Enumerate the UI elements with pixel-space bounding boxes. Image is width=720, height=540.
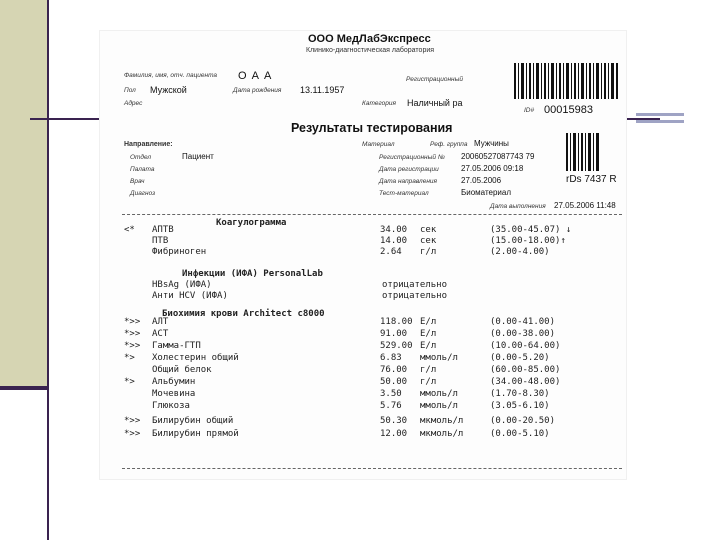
lab-subtitle: Клинико-диагностическая лаборатория <box>306 47 435 54</box>
result-flag: *>> <box>124 341 141 351</box>
table-bottom-border <box>122 468 622 469</box>
test-name: Мочевина <box>152 389 196 399</box>
report-title: Результаты тестирования <box>291 121 453 135</box>
section-title-biochemistry: Биохимия крови Architect c8000 <box>162 309 325 319</box>
test-value: 118.00 <box>380 317 413 327</box>
result-flag: *>> <box>124 317 141 327</box>
barcode-top <box>514 63 620 99</box>
doctor-label: Врач <box>130 178 145 185</box>
dept-value: Пациент <box>182 152 214 161</box>
table-row <box>100 402 626 414</box>
test-unit: сек <box>420 236 437 246</box>
table-row <box>100 248 626 260</box>
slide-vertical-rule <box>47 0 49 540</box>
test-value: 2.64 <box>380 247 402 257</box>
sex-value: Мужской <box>150 85 187 95</box>
slide-accent-rule-bottom <box>636 120 684 123</box>
test-name: АЛТ <box>152 317 169 327</box>
test-name: Глюкоза <box>152 401 190 411</box>
test-name: Фибриноген <box>152 247 207 257</box>
sex-label: Пол <box>124 87 136 94</box>
reference-range: (0.00-38.00) <box>490 329 556 339</box>
reference-range: (2.00-4.00) <box>490 247 550 257</box>
material-label: Материал <box>362 141 395 148</box>
slide-left-rule <box>0 386 47 390</box>
test-unit: ммоль/л <box>420 353 458 363</box>
slide-left-panel <box>0 0 47 386</box>
lab-report-scan <box>100 31 626 479</box>
result-flag: *> <box>124 353 135 363</box>
diagnosis-label: Диагноз <box>130 190 156 197</box>
rs-value: rDs 7437 R <box>566 174 617 185</box>
test-value: 3.50 <box>380 389 402 399</box>
dob-value: 13.11.1957 <box>300 85 345 95</box>
test-value: 50.00 <box>380 377 408 387</box>
done-value: 27.05.2006 11:48 <box>554 201 616 210</box>
ref-group-value: Мужчины <box>474 139 509 148</box>
test-unit: мкмоль/л <box>420 416 464 426</box>
category-label: Категория <box>362 100 396 107</box>
regno-label: Регистрационный № <box>379 154 445 161</box>
test-value: 6.83 <box>380 353 402 363</box>
test-unit: Е/л <box>420 329 437 339</box>
test-name: Билирубин прямой <box>152 429 239 439</box>
test-name: АПТВ <box>152 225 174 235</box>
barcode-side <box>566 133 602 171</box>
result-flag: *>> <box>124 416 141 426</box>
test-unit: г/л <box>420 247 437 257</box>
regdate-value: 27.05.2006 09:18 <box>461 164 524 173</box>
reg-label: Регистрационный <box>406 76 464 83</box>
section-title-infections: Инфекции (ИФА) PersonalLab <box>182 269 323 279</box>
test-unit: г/л <box>420 377 437 387</box>
result-flag: *> <box>124 377 135 387</box>
test-unit: Е/л <box>420 341 437 351</box>
test-value: 34.00 <box>380 225 408 235</box>
test-unit: ммоль/л <box>420 389 458 399</box>
regno-value: 20060527087743 79 <box>461 152 535 161</box>
test-value: 5.76 <box>380 401 402 411</box>
table-row <box>100 292 626 304</box>
sentdate-value: 27.05.2006 <box>461 176 502 185</box>
category-value: Наличный ра <box>407 98 463 108</box>
test-unit: мкмоль/л <box>420 429 464 439</box>
reference-range: (0.00-41.00) <box>490 317 556 327</box>
id-label: ID# <box>524 107 535 114</box>
test-name: Альбумин <box>152 377 196 387</box>
test-name: ПТВ <box>152 236 169 246</box>
testmat-value: Биоматериал <box>461 188 511 197</box>
testmat-label: Тест-материал <box>379 190 429 197</box>
patient-name-value: О А А <box>238 70 273 82</box>
reference-range: (3.05-6.10) <box>490 401 550 411</box>
reference-range: (0.00-5.10) <box>490 429 550 439</box>
reference-range: (0.00-20.50) <box>490 416 556 426</box>
ward-label: Палата <box>130 166 155 173</box>
test-name: Билирубин общий <box>152 416 234 426</box>
test-name: АСТ <box>152 329 169 339</box>
test-unit: сек <box>420 225 437 235</box>
test-value: отрицательно <box>382 291 448 301</box>
test-name: Гамма-ГТП <box>152 341 201 351</box>
test-value: 12.00 <box>380 429 408 439</box>
done-label: Дата выполнения <box>490 203 546 210</box>
result-flag: <* <box>124 225 135 235</box>
reference-range: (10.00-64.00) <box>490 341 561 351</box>
table-row <box>100 430 626 442</box>
test-unit: Е/л <box>420 317 437 327</box>
test-name: Холестерин общий <box>152 353 239 363</box>
test-value: 91.00 <box>380 329 408 339</box>
reference-range: (34.00-48.00) <box>490 377 561 387</box>
result-flag: *>> <box>124 329 141 339</box>
regdate-label: Дата регистрации <box>379 166 439 173</box>
reference-range: (60.00-85.00) <box>490 365 561 375</box>
test-value: 14.00 <box>380 236 408 246</box>
dept-label: Отдел <box>130 154 152 161</box>
test-value: 50.30 <box>380 416 408 426</box>
test-value: 529.00 <box>380 341 413 351</box>
reference-range: (1.70-8.30) <box>490 389 550 399</box>
patient-name-label: Фамилия, имя, отч. пациента <box>124 72 218 79</box>
table-row <box>100 417 626 429</box>
test-name: Общий белок <box>152 365 212 375</box>
test-name: HBsAg (ИФА) <box>152 280 212 290</box>
ref-group-label: Реф. группа <box>430 141 468 148</box>
test-value: отрицательно <box>382 280 448 290</box>
reference-range: (0.00-5.20) <box>490 353 550 363</box>
reference-range: (15.00-18.00)↑ <box>490 236 566 246</box>
slide-accent-rule-top <box>636 113 684 116</box>
direction-label: Направление: <box>124 141 173 148</box>
address-label: Адрес <box>124 100 143 107</box>
table-top-border <box>122 214 622 215</box>
sentdate-label: Дата направления <box>379 178 438 185</box>
test-name: Анти HCV (ИФА) <box>152 291 228 301</box>
test-unit: ммоль/л <box>420 401 458 411</box>
section-title-coagulogram: Коагулограмма <box>216 218 287 228</box>
id-value: 00015983 <box>544 104 593 116</box>
result-flag: *>> <box>124 429 141 439</box>
test-value: 76.00 <box>380 365 408 375</box>
reference-range: (35.00-45.07) ↓ <box>490 225 572 235</box>
company-name: ООО МедЛабЭкспресс <box>308 33 431 45</box>
test-unit: г/л <box>420 365 437 375</box>
dob-label: Дата рождения <box>233 87 282 94</box>
